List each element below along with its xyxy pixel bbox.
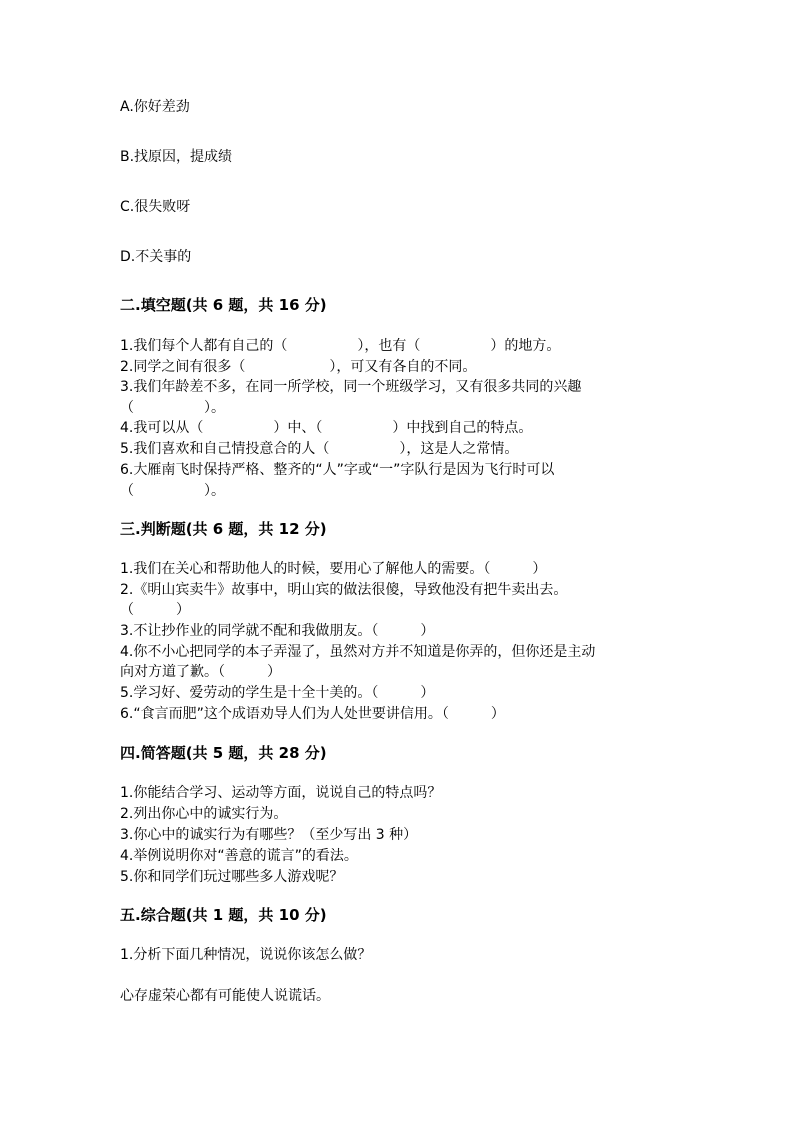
judgement-question-3: 3.不让抄作业的同学就不配和我做朋友。（ ） [120, 623, 435, 639]
judgement-question-1: 1.我们在关心和帮助他人的时候，要用心了解他人的需要。（ ） [120, 561, 547, 577]
short-answer-question-2: 2.列出你心中的诚实行为。 [120, 806, 288, 822]
fill-in-question-6-cont: （ ）。 [120, 483, 225, 499]
fill-in-question-3: 3.我们年龄差不多，在同一所学校，同一个班级学习，又有很多共同的兴趣 [120, 379, 582, 395]
fill-in-question-2: 2.同学之间有很多（ ），可又有各自的不同。 [120, 359, 477, 375]
judgement-question-5: 5.学习好、爱劳动的学生是十全十美的。（ ） [120, 685, 435, 701]
short-answer-question-5: 5.你和同学们玩过哪些多人游戏呢？ [120, 869, 344, 885]
section-title-comprehensive: 五.综合题(共 1 题，共 10 分) [120, 906, 327, 924]
fill-in-question-3-cont: （ ）。 [120, 400, 225, 416]
fill-in-question-5: 5.我们喜欢和自己情投意合的人（ ），这是人之常情。 [120, 441, 519, 457]
judgement-question-2-cont: （ ） [120, 602, 190, 618]
section-title-short-answer: 四.简答题(共 5 题，共 28 分) [120, 744, 327, 762]
choice-option-c: C.很失败呀 [120, 199, 191, 215]
comprehensive-statement: 心存虚荣心都有可能使人说谎话。 [120, 988, 330, 1004]
choice-option-a: A.你好差劲 [120, 99, 190, 115]
judgement-question-2: 2.《明山宾卖牛》故事中，明山宾的做法很傻，导致他没有把牛卖出去。 [120, 582, 568, 598]
choice-option-d: D.不关事的 [120, 249, 192, 265]
comprehensive-question-1: 1.分析下面几种情况，说说你该怎么做？ [120, 947, 372, 963]
fill-in-question-4: 4.我可以从（ ）中、（ ）中找到自己的特点。 [120, 420, 533, 436]
choice-option-b: B.找原因，提成绩 [120, 149, 233, 165]
section-title-judgement: 三.判断题(共 6 题，共 12 分) [120, 520, 327, 538]
short-answer-question-3: 3.你心中的诚实行为有哪些？（至少写出 3 种） [120, 827, 418, 843]
fill-in-question-6: 6.大雁南飞时保持严格、整齐的“人”字或“一”字队行是因为飞行时可以 [120, 462, 555, 478]
judgement-question-6: 6.“食言而肥”这个成语劝导人们为人处世要讲信用。（ ） [120, 706, 505, 722]
short-answer-question-4: 4.举例说明你对“善意的谎言”的看法。 [120, 848, 358, 864]
fill-in-question-1: 1.我们每个人都有自己的（ ），也有（ ）的地方。 [120, 338, 561, 354]
judgement-question-4-cont: 向对方道了歉。（ ） [120, 664, 281, 680]
judgement-question-4: 4.你不小心把同学的本子弄湿了，虽然对方并不知道是你弄的，但你还是主动 [120, 644, 596, 660]
section-title-fill-in: 二.填空题(共 6 题，共 16 分) [120, 296, 327, 314]
short-answer-question-1: 1.你能结合学习、运动等方面，说说自己的特点吗？ [120, 785, 442, 801]
